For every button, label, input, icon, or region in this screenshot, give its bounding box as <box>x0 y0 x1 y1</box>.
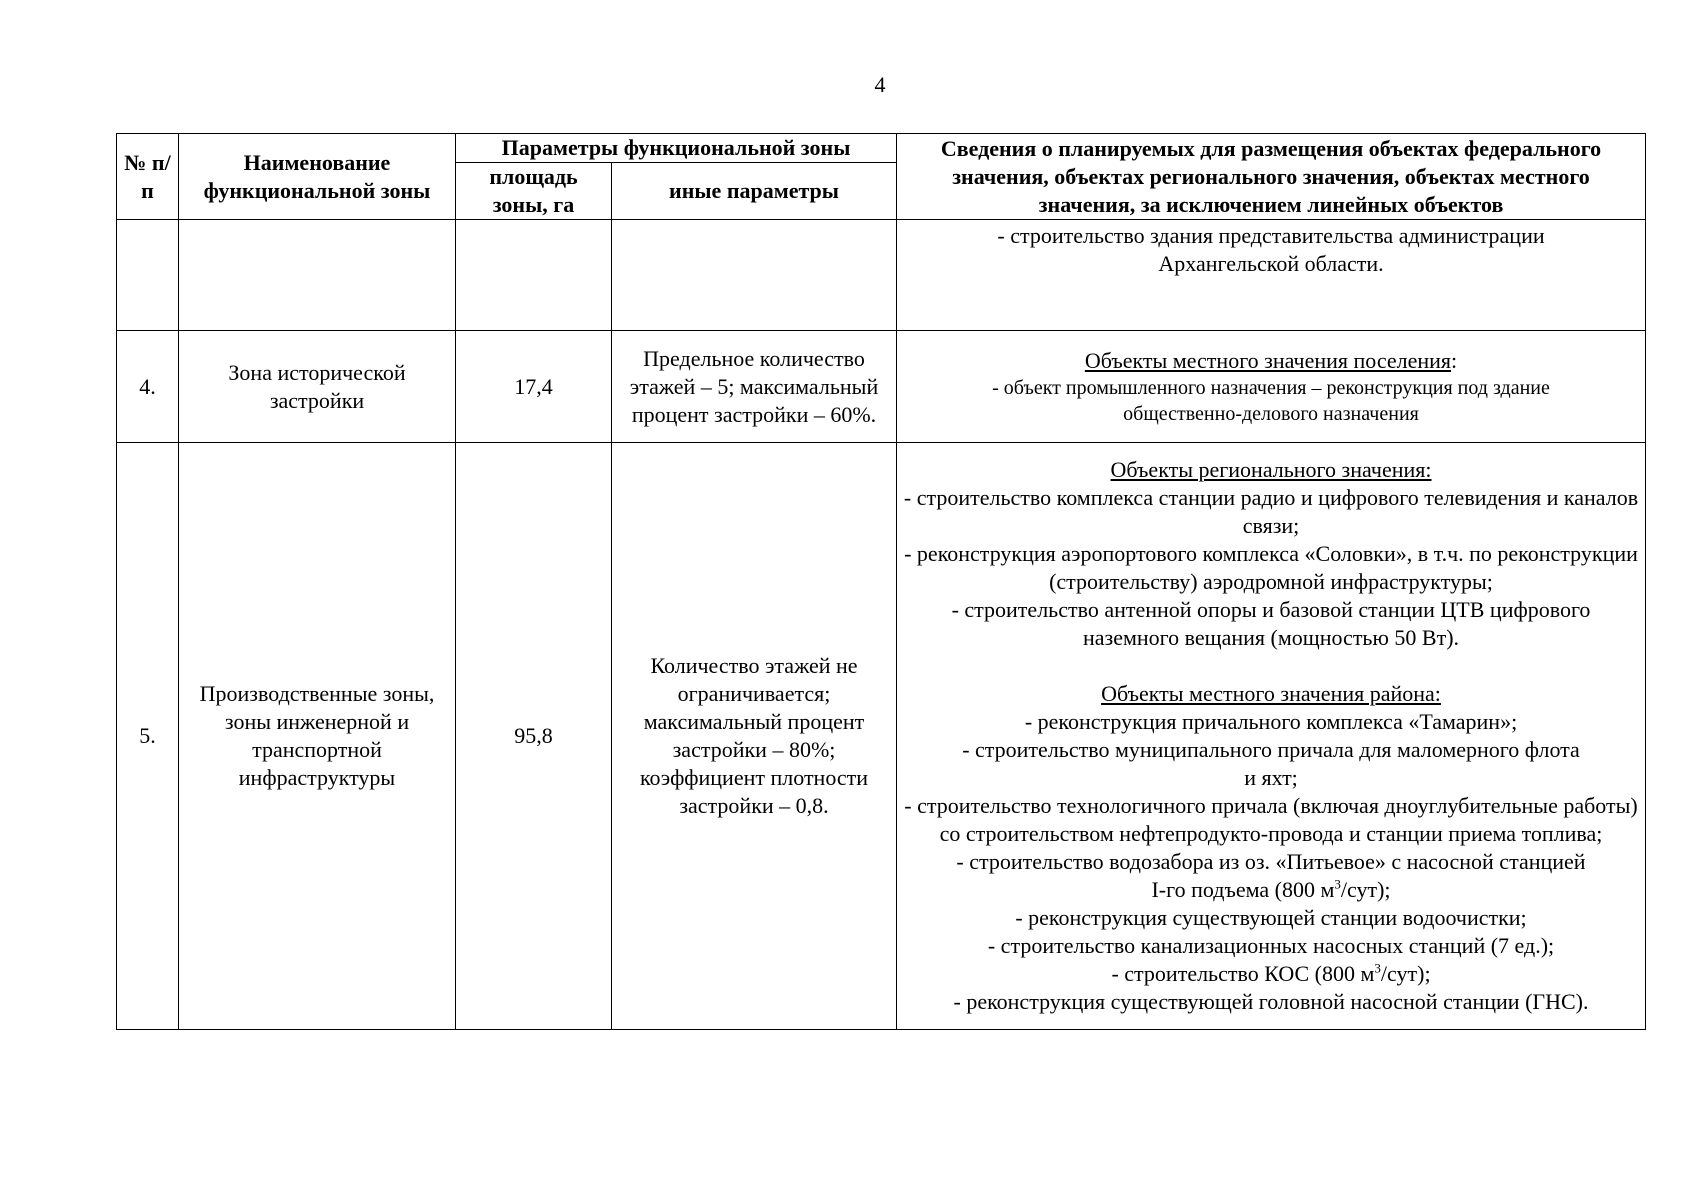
local-settlement-heading: Объекты местного значения поселения <box>1084 347 1452 373</box>
local-item: - реконструкция существующей головной насосной станции (ГНС). <box>953 989 1589 1014</box>
heading-colon: : <box>1451 347 1458 373</box>
cell-planned-objects <box>897 220 1646 331</box>
row4-item-1: - объект промышленного назначения – реконструкция под здание <box>992 376 1550 399</box>
local-item-kos <box>903 960 1639 988</box>
cell-other-params: Количество этажей не ограничивается; максимальный процент застройки – 80%; коэффициент плотности застройки – 0,8. <box>612 443 897 1030</box>
local-district-objects-heading: Объекты местного значения района: <box>1101 681 1441 706</box>
cell-zone-name: Зона исторической застройки <box>179 331 456 443</box>
vodozabor-text: I-го подъема (800 м <box>1151 877 1335 902</box>
local-item: - строительство канализационных насосных станций (7 ед.); <box>987 933 1555 958</box>
header-planned-objects: Сведения о планируемых для размещения объектах федерального значения, объектах регионального значения, объектах местного значения, за исключением линейных объектов <box>897 134 1646 220</box>
regional-item: - реконструкция аэропортового комплекса «Соловки», в т.ч. по реконструкции (строительству) аэродромной инфраструктуры; <box>904 541 1638 594</box>
regional-item: - строительство антенной опоры и базовой станции ЦТВ цифрового наземного вещания (мощностью 50 Вт). <box>951 597 1591 650</box>
cell-zone-name <box>179 220 456 331</box>
local-item: - реконструкция существующей станции водоочистки; <box>1015 905 1527 930</box>
cell-area <box>456 220 612 331</box>
section-spacer <box>903 652 1639 680</box>
header-zone-params: Параметры функциональной зоны <box>456 134 897 163</box>
row4-item-2: общественно-делового назначения <box>1123 402 1419 425</box>
cell-area: 95,8 <box>456 443 612 1030</box>
cell-area: 17,4 <box>456 331 612 443</box>
superscript-3: 3 <box>1334 876 1341 892</box>
regional-item: - строительство комплекса станции радио и цифрового телевидения и каналов связи; <box>903 485 1639 538</box>
kos-text: - строительство КОС (800 м <box>1111 961 1375 986</box>
cell-number: 5. <box>117 443 179 1030</box>
local-item: - строительство технологичного причала (включая дноуглубительные работы) со строительством нефтепродукто-провода и станции приема топлива; <box>904 793 1638 846</box>
local-item: - строительство водозабора из оз. «Питьевое» с насосной станцией <box>956 849 1586 874</box>
header-number: № п/п <box>117 134 179 220</box>
local-settlement-heading-line <box>903 347 1639 375</box>
vodozabor-unit: /сут); <box>1340 877 1391 902</box>
cell-planned-objects <box>897 443 1646 1030</box>
superscript-3: 3 <box>1374 960 1381 976</box>
cell-zone-name: Производственные зоны, зоны инженерной и транспортной инфраструктуры <box>179 443 456 1030</box>
local-item: - реконструкция причального комплекса «Тамарин»; <box>1024 709 1518 734</box>
local-item-vodozabor-cont <box>903 876 1639 904</box>
header-area: площадь зоны, га <box>456 163 612 220</box>
cell-other-params: Предельное количество этажей – 5; максимальный процент застройки – 60%. <box>612 331 897 443</box>
cell-planned-objects <box>897 331 1646 443</box>
page-number: 4 <box>874 72 886 97</box>
header-zone-name: Наименование функциональной зоны <box>179 134 456 220</box>
kos-unit: /сут); <box>1380 961 1431 986</box>
functional-zones-table <box>116 133 1646 1030</box>
header-other-params: иные параметры <box>612 163 897 220</box>
continuation-line-1: - строительство здания представительства администрации <box>997 223 1545 248</box>
regional-objects-heading: Объекты регионального значения: <box>1110 457 1432 482</box>
table-row-5 <box>117 443 1646 1030</box>
cell-number <box>117 220 179 331</box>
cell-other-params <box>612 220 897 331</box>
local-item: - строительство муниципального причала для маломерного флота <box>962 737 1580 762</box>
local-item: и яхт; <box>1244 765 1298 790</box>
table-row-continuation <box>117 220 1646 331</box>
continuation-line-2: Архангельской области. <box>1158 251 1384 276</box>
table-row-4 <box>117 331 1646 443</box>
cell-number: 4. <box>117 331 179 443</box>
table-header-row <box>117 134 1646 163</box>
